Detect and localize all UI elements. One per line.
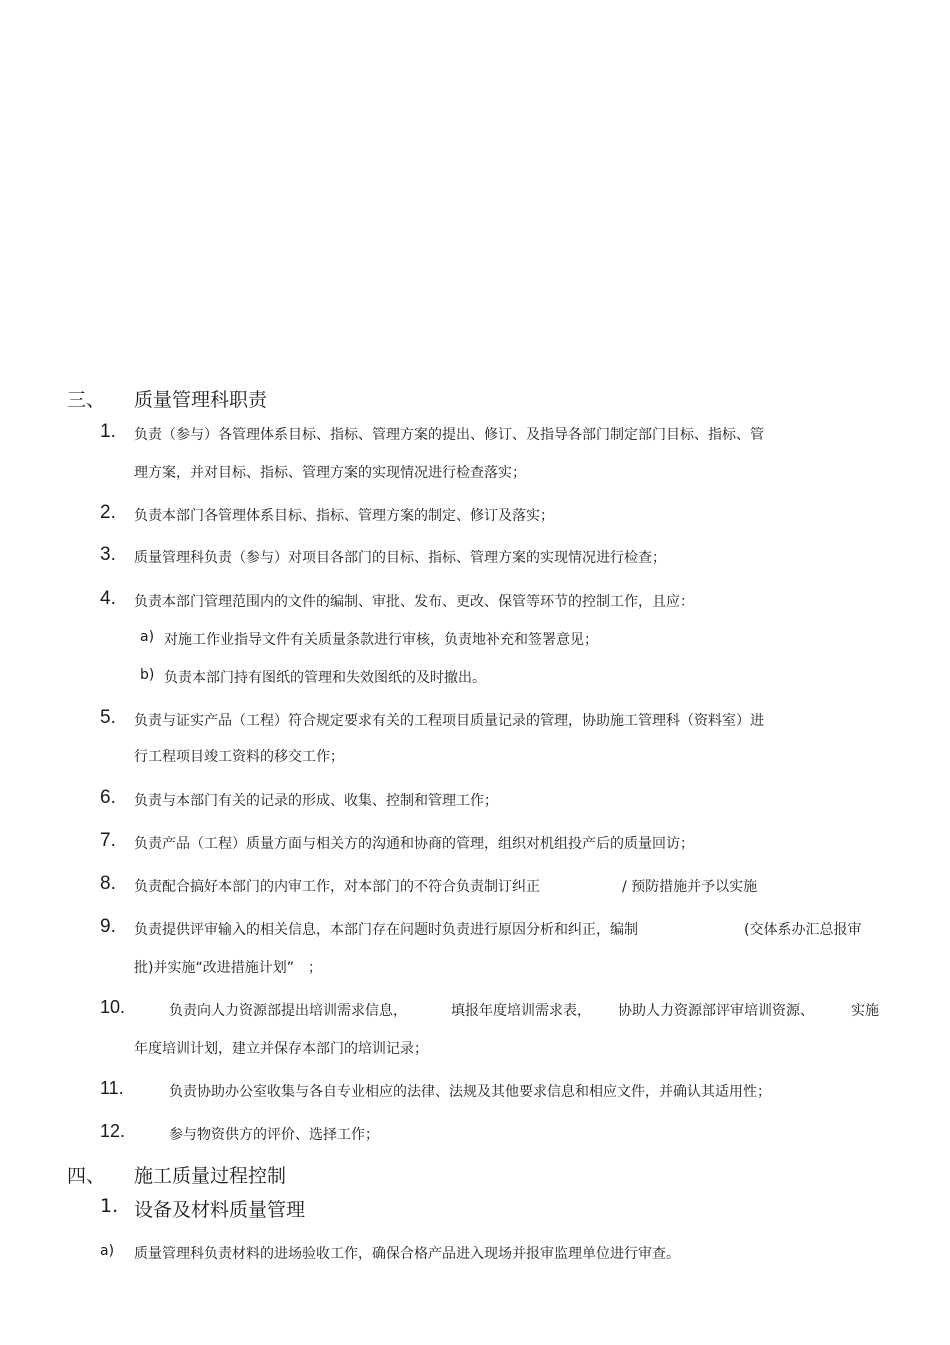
item-text-fragment: (交体系办汇总报审 <box>744 922 862 938</box>
item-number: 3. <box>100 544 116 565</box>
item-number: 7. <box>100 830 116 851</box>
item-text-fragment: 协助人力资源部评审培训资源、 <box>618 1003 814 1019</box>
subitem-letter: b) <box>140 667 155 683</box>
subsection-number: 1. <box>100 1195 119 1217</box>
item-number: 12. <box>100 1121 126 1141</box>
item-number: 4. <box>100 588 116 609</box>
subsection-title: 设备及材料质量管理 <box>134 1199 306 1221</box>
item-text: 负责（参与）各管理体系目标、指标、管理方案的提出、修订、及指导各部门制定部门目标、指标、管 <box>134 427 764 443</box>
section-number: 三、 <box>67 389 106 411</box>
item-number: 9. <box>100 916 116 937</box>
subitem-letter: a) <box>140 629 155 645</box>
subitem-text: 对施工作业指导文件有关质量条款进行审核，负责地补充和签署意见； <box>164 632 598 648</box>
item-number: 10. <box>100 997 126 1017</box>
item-text-continued: 年度培训计划，建立并保存本部门的培训记录； <box>134 1041 428 1057</box>
item-text: 负责提供评审输入的相关信息，本部门存在问题时负责进行原因分析和纠正，编制 <box>134 922 638 938</box>
section-title: 质量管理科职责 <box>134 389 268 411</box>
item-number: 2. <box>100 502 116 523</box>
item-text-continued: 行工程项目竣工资料的移交工作； <box>134 749 344 765</box>
item-text: 负责协助办公室收集与各自专业相应的法律、法规及其他要求信息和相应文件，并确认其适用性； <box>169 1084 771 1100</box>
item-text-continued: 批)并实施“改进措施计划” ； <box>134 960 322 976</box>
item-text: 负责本部门各管理体系目标、指标、管理方案的制定、修订及落实； <box>134 508 554 524</box>
item-number: 11. <box>100 1078 124 1098</box>
subitem-text: 质量管理科负责材料的进场验收工作，确保合格产品进入现场并报审监理单位进行审查。 <box>134 1246 680 1262</box>
item-text: 负责与本部门有关的记录的形成、收集、控制和管理工作； <box>134 793 498 809</box>
item-text-fragment: 填报年度培训需求表， <box>451 1003 591 1019</box>
subitem-letter: a) <box>100 1243 115 1259</box>
item-text-fragment: / 预防措施并予以实施 <box>622 879 758 895</box>
item-text: 参与物资供方的评价、选择工作； <box>169 1127 379 1143</box>
item-text: 负责产品（工程）质量方面与相关方的沟通和协商的管理，组织对机组投产后的质量回访； <box>134 836 694 852</box>
item-number: 1. <box>100 421 116 442</box>
item-text-continued: 理方案，并对目标、指标、管理方案的实现情况进行检查落实； <box>134 465 526 481</box>
item-text: 负责配合搞好本部门的内审工作，对本部门的不符合负责制订纠正 <box>134 879 540 895</box>
item-text: 质量管理科负责（参与）对项目各部门的目标、指标、管理方案的实现情况进行检查； <box>134 550 666 566</box>
section-title: 施工质量过程控制 <box>134 1165 287 1187</box>
item-text: 负责与证实产品（工程）符合规定要求有关的工程项目质量记录的管理，协助施工管理科（资料室）进 <box>134 713 764 729</box>
item-text: 负责向人力资源部提出培训需求信息， <box>169 1003 407 1019</box>
item-number: 5. <box>100 707 116 728</box>
item-text-fragment: 实施 <box>851 1003 879 1019</box>
item-number: 6. <box>100 787 116 808</box>
section-number: 四、 <box>67 1165 106 1187</box>
item-number: 8. <box>100 873 116 894</box>
item-text: 负责本部门管理范围内的文件的编制、审批、发布、更改、保管等环节的控制工作，且应： <box>134 594 694 610</box>
subitem-text: 负责本部门持有图纸的管理和失效图纸的及时撤出。 <box>164 670 486 686</box>
